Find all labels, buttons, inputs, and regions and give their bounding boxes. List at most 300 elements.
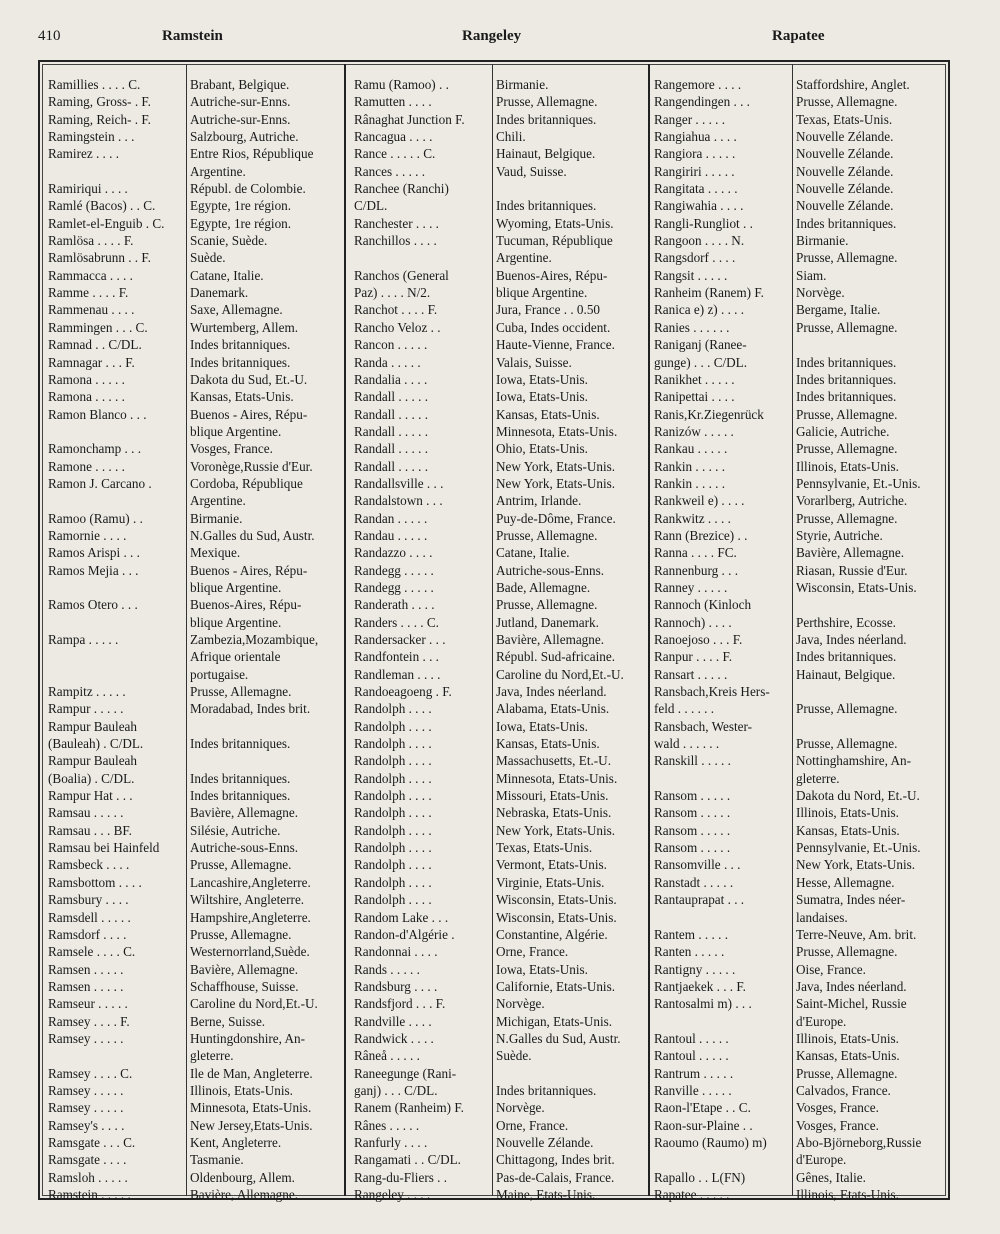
place-name: Ramoo (Ramu) . . bbox=[48, 510, 143, 526]
place-name bbox=[48, 423, 186, 440]
place-name: Rampitz . . . . . bbox=[48, 684, 126, 700]
place-name: Randwick . . . . bbox=[354, 1030, 434, 1046]
location: Terre-Neuve, Am. brit. bbox=[796, 926, 917, 942]
location: New York, Etats-Unis. bbox=[496, 475, 616, 491]
table-row bbox=[654, 93, 946, 110]
location: Buenos - Aires, Répu- bbox=[190, 406, 308, 422]
table-row bbox=[654, 371, 946, 388]
table-row bbox=[654, 284, 946, 301]
place-name: Rantauprapat . . . bbox=[654, 892, 745, 908]
place-name: Randolph . . . . bbox=[354, 840, 432, 856]
place-name: Ranchos (General bbox=[354, 267, 449, 283]
location: Républ. Sud-africaine. bbox=[496, 649, 616, 665]
location: portugaise. bbox=[190, 666, 249, 682]
location: Argentine. bbox=[190, 163, 246, 179]
table-row bbox=[654, 111, 946, 128]
location: Zambezia,Mozambique, bbox=[190, 632, 319, 647]
place-name: Ramsgate . . . . bbox=[48, 1152, 127, 1168]
place-name: Ramon Blanco . . . bbox=[48, 406, 147, 422]
place-name: Ramos Mejia . . . bbox=[48, 562, 139, 578]
location: Indes britanniques. bbox=[496, 111, 597, 127]
place-name: Ranies . . . . . . bbox=[654, 319, 730, 335]
table-row bbox=[354, 93, 644, 110]
location: Prusse, Allemagne. bbox=[796, 736, 898, 752]
place-name: Ramlösa . . . . F. bbox=[48, 233, 134, 249]
place-name: Ramillies . . . . C. bbox=[48, 77, 141, 92]
place-name: Paz) . . . . N/2. bbox=[354, 285, 431, 301]
place-name: Ramsau . . . BF. bbox=[48, 822, 132, 838]
location: Iowa, Etats-Unis. bbox=[496, 718, 588, 734]
table-row bbox=[654, 1117, 946, 1134]
place-name: Ranica e) z) . . . . bbox=[654, 302, 745, 318]
location: Indes britanniques. bbox=[796, 649, 897, 665]
table-row bbox=[354, 1065, 644, 1082]
place-name: Rankweil e) . . . . bbox=[654, 493, 745, 509]
location: Argentine. bbox=[496, 250, 552, 266]
location: Indes britanniques. bbox=[796, 354, 897, 370]
location: Illinois, Etats-Unis. bbox=[796, 1187, 899, 1202]
location: Oise, France. bbox=[796, 961, 866, 977]
location: Birmanie. bbox=[796, 233, 849, 249]
place-name: Ranoejoso . . . F. bbox=[654, 632, 743, 647]
table-row bbox=[654, 336, 946, 353]
table-row bbox=[654, 458, 946, 475]
table-row bbox=[354, 1169, 644, 1186]
table-row bbox=[354, 249, 644, 266]
table-row bbox=[354, 163, 644, 180]
place-name: Randalstown . . . bbox=[354, 493, 443, 509]
place-name: Randonnai . . . . bbox=[354, 944, 438, 960]
location: Ohio, Etats-Unis. bbox=[496, 441, 588, 457]
table-row bbox=[354, 1099, 644, 1116]
table-row bbox=[354, 527, 644, 544]
location: Hampshire,Angleterre. bbox=[190, 909, 311, 925]
place-name: Ranstadt . . . . . bbox=[654, 874, 734, 890]
table-row bbox=[354, 1117, 644, 1134]
place-name: Ramsbeck . . . . bbox=[48, 857, 130, 873]
place-name: Rammingen . . . C. bbox=[48, 319, 148, 335]
location: blique Argentine. bbox=[496, 285, 588, 301]
place-name: Rantigny . . . . . bbox=[654, 961, 736, 977]
table-row bbox=[354, 804, 644, 821]
location: N.Galles du Sud, Austr. bbox=[496, 1030, 621, 1046]
place-name: Ranchot . . . . F. bbox=[354, 302, 438, 318]
table-row bbox=[654, 1065, 946, 1082]
location: landaises. bbox=[796, 909, 848, 925]
place-name: Raneegunge (Rani- bbox=[354, 1065, 457, 1081]
table-row bbox=[654, 1047, 946, 1064]
place-name: Ramstein . . . . . bbox=[48, 1187, 131, 1202]
place-name: Ramingstein . . . bbox=[48, 129, 135, 145]
location: Maine, Etats-Unis. bbox=[496, 1187, 596, 1202]
location: Indes britanniques. bbox=[190, 354, 291, 370]
table-row bbox=[654, 856, 946, 873]
place-name: Ramsau bei Hainfeld bbox=[48, 840, 160, 856]
location: Illinois, Etats-Unis. bbox=[796, 458, 899, 474]
place-name bbox=[48, 163, 186, 180]
location: Staffordshire, Anglet. bbox=[796, 77, 910, 92]
place-name: Randolph . . . . bbox=[354, 857, 432, 873]
place-name: Randan . . . . . bbox=[354, 510, 428, 526]
table-row bbox=[654, 926, 946, 943]
location: Cuba, Indes occident. bbox=[496, 319, 611, 335]
place-name: Rangoon . . . . N. bbox=[654, 233, 745, 249]
location: Valais, Suisse. bbox=[496, 354, 572, 370]
location: Brabant, Belgique. bbox=[190, 77, 290, 92]
place-name: Rampur Hat . . . bbox=[48, 788, 133, 804]
table-row bbox=[354, 562, 644, 579]
location: Michigan, Etats-Unis. bbox=[496, 1013, 613, 1029]
location: Minnesota, Etats-Unis. bbox=[190, 1100, 312, 1116]
location: Hesse, Allemagne. bbox=[796, 874, 895, 890]
location: Californie, Etats-Unis. bbox=[496, 978, 616, 994]
table-row bbox=[354, 232, 644, 249]
place-name: Rankin . . . . . bbox=[654, 458, 726, 474]
location: Bavière, Allemagne. bbox=[796, 545, 905, 561]
place-name: Ranipettai . . . . bbox=[654, 389, 735, 405]
place-name: Randsfjord . . . F. bbox=[354, 996, 446, 1012]
table-row bbox=[654, 891, 946, 908]
place-name: Ramsdell . . . . . bbox=[48, 909, 131, 925]
table-row bbox=[654, 1082, 946, 1099]
place-name: Randolph . . . . bbox=[354, 805, 432, 821]
location: Pennsylvanie, Et.-Unis. bbox=[796, 840, 921, 856]
table-row bbox=[654, 180, 946, 197]
place-name: Ranheim (Ranem) F. bbox=[654, 285, 764, 301]
place-name: Raon-l'Etape . . C. bbox=[654, 1100, 751, 1116]
place-name: Rancho Veloz . . bbox=[354, 319, 441, 335]
location bbox=[186, 752, 348, 769]
location: Kansas, Etats-Unis. bbox=[496, 406, 600, 422]
place-name: Ransom . . . . . bbox=[654, 788, 731, 804]
place-name bbox=[654, 1013, 792, 1030]
table-row bbox=[654, 700, 946, 717]
location: Kansas, Etats-Unis. bbox=[496, 736, 600, 752]
table-row bbox=[654, 874, 946, 891]
location: Ile de Man, Angleterre. bbox=[190, 1065, 313, 1081]
location: blique Argentine. bbox=[190, 579, 282, 595]
location: Vorarlberg, Autriche. bbox=[796, 493, 908, 509]
place-name: Randolph . . . . bbox=[354, 892, 432, 908]
table-row bbox=[354, 284, 644, 301]
place-name: Randleman . . . . bbox=[354, 666, 441, 682]
location: Suède. bbox=[190, 250, 226, 266]
place-name: Ramu (Ramoo) . . bbox=[354, 77, 449, 92]
location: Indes britanniques. bbox=[796, 215, 897, 231]
place-name: Ransart . . . . . bbox=[654, 666, 728, 682]
table-row bbox=[354, 909, 644, 926]
location bbox=[792, 683, 950, 700]
location: Egypte, 1re région. bbox=[190, 215, 292, 231]
location: Républ. de Colombie. bbox=[190, 181, 306, 197]
place-name: Randegg . . . . . bbox=[354, 562, 434, 578]
location: Prusse, Allemagne. bbox=[796, 510, 898, 526]
location: Suède. bbox=[496, 1048, 532, 1064]
place-name: Ramos Otero . . . bbox=[48, 597, 138, 613]
place-name: Rannoch (Kinloch bbox=[654, 597, 752, 613]
location: Birmanie. bbox=[190, 510, 243, 526]
place-name: Rangendingen . . . bbox=[654, 94, 750, 110]
location: Caroline du Nord,Et.-U. bbox=[190, 996, 318, 1012]
place-name: Rannoch) . . . . bbox=[654, 614, 732, 630]
location: Jura, France . . 0.50 bbox=[496, 302, 601, 318]
table-row bbox=[354, 666, 644, 683]
location: Silésie, Autriche. bbox=[190, 822, 281, 838]
location: Tucuman, République bbox=[496, 233, 613, 249]
place-name: Rangiwahia . . . . bbox=[654, 198, 744, 214]
place-name: Ranikhet . . . . . bbox=[654, 371, 735, 387]
place-name: Ramsey . . . . C. bbox=[48, 1065, 133, 1081]
place-name: Rantem . . . . . bbox=[654, 926, 728, 942]
location: Indes britanniques. bbox=[190, 337, 291, 353]
place-name: Randville . . . . bbox=[354, 1013, 432, 1029]
table-row bbox=[654, 770, 946, 787]
table-row bbox=[354, 943, 644, 960]
location: Prusse, Allemagne. bbox=[496, 597, 598, 613]
place-name: Randolph . . . . bbox=[354, 736, 432, 752]
place-name: wald . . . . . . bbox=[654, 736, 720, 752]
location bbox=[492, 180, 648, 197]
place-name: Ranem (Ranheim) F. bbox=[354, 1100, 464, 1116]
location: Mexique. bbox=[190, 545, 241, 561]
table-row bbox=[654, 978, 946, 995]
table-row bbox=[654, 423, 946, 440]
place-name: Ramsey . . . . F. bbox=[48, 1013, 130, 1029]
location: Indes britanniques. bbox=[796, 389, 897, 405]
location: Vosges, France. bbox=[796, 1100, 879, 1116]
location: Illinois, Etats-Unis. bbox=[190, 1082, 293, 1098]
place-name: Randa . . . . . bbox=[354, 354, 421, 370]
place-name: Randallsville . . . bbox=[354, 475, 444, 491]
place-name: Ramornie . . . . bbox=[48, 527, 127, 543]
location: d'Europe. bbox=[796, 1013, 847, 1029]
place-name: Randers . . . . C. bbox=[354, 614, 439, 630]
table-row bbox=[654, 510, 946, 527]
location: Prusse, Allemagne. bbox=[796, 406, 898, 422]
location: gleterre. bbox=[190, 1048, 234, 1064]
guide-word-center: Rangeley bbox=[462, 28, 522, 44]
table-row bbox=[654, 683, 946, 700]
place-name: Ransbach,Kreis Hers- bbox=[654, 684, 770, 700]
place-name: Ramona . . . . . bbox=[48, 371, 125, 387]
place-name: Rampur Bauleah bbox=[48, 718, 137, 734]
location: Nouvelle Zélande. bbox=[796, 181, 894, 197]
place-name: Rampur . . . . . bbox=[48, 701, 124, 717]
location: New York, Etats-Unis. bbox=[496, 458, 616, 474]
location: Pas-de-Calais, France. bbox=[496, 1169, 615, 1185]
location: Dakota du Sud, Et.-U. bbox=[190, 371, 308, 387]
location: Missouri, Etats-Unis. bbox=[496, 788, 609, 804]
place-name: Ranfurly . . . . bbox=[354, 1134, 428, 1150]
location: Vaud, Suisse. bbox=[496, 163, 567, 179]
place-name: Ranger . . . . . bbox=[654, 111, 726, 127]
location: Saxe, Allemagne. bbox=[190, 302, 283, 318]
place-name bbox=[48, 666, 186, 683]
place-name: Randegg . . . . . bbox=[354, 579, 434, 595]
place-name: Ramona . . . . . bbox=[48, 389, 125, 405]
place-name bbox=[48, 648, 186, 665]
table-row bbox=[354, 215, 644, 232]
location: Puy-de-Dôme, France. bbox=[496, 510, 616, 526]
table-row bbox=[654, 492, 946, 509]
place-name: Rankin . . . . . bbox=[654, 475, 726, 491]
place-name: Ramsen . . . . . bbox=[48, 978, 124, 994]
location: Wiltshire, Angleterre. bbox=[190, 892, 305, 908]
location: Buenos - Aires, Répu- bbox=[190, 562, 308, 578]
location: Nouvelle Zélande. bbox=[796, 146, 894, 162]
place-name: Ramon J. Carcano . bbox=[48, 475, 152, 491]
place-name: Ranna . . . . FC. bbox=[654, 545, 737, 561]
table-row bbox=[354, 839, 644, 856]
table-row bbox=[354, 406, 644, 423]
table-row bbox=[354, 336, 644, 353]
table-row bbox=[354, 1030, 644, 1047]
place-name bbox=[48, 579, 186, 596]
place-name: Randall . . . . . bbox=[354, 406, 428, 422]
location: Abo-Björneborg,Russie bbox=[796, 1134, 922, 1150]
location: Egypte, 1re région. bbox=[190, 198, 292, 214]
place-name bbox=[654, 909, 792, 926]
place-name: feld . . . . . . bbox=[654, 701, 715, 717]
location: Jutland, Danemark. bbox=[496, 614, 599, 630]
place-name: Rangiriri . . . . . bbox=[654, 163, 735, 179]
location: Kent, Angleterre. bbox=[190, 1134, 282, 1150]
place-name: Ranville . . . . . bbox=[654, 1082, 732, 1098]
guide-word-left: Ramstein bbox=[162, 28, 223, 44]
table-row bbox=[654, 76, 946, 93]
place-name: Rapallo . . L(FN) bbox=[654, 1169, 746, 1185]
table-row bbox=[654, 839, 946, 856]
table-row bbox=[654, 718, 946, 735]
table-row bbox=[354, 735, 644, 752]
place-name: Randazzo . . . . bbox=[354, 545, 433, 561]
table-row bbox=[354, 458, 644, 475]
table-row bbox=[654, 1186, 946, 1203]
table-row bbox=[354, 1151, 644, 1168]
table-row bbox=[354, 770, 644, 787]
table-row bbox=[654, 822, 946, 839]
location: Berne, Suisse. bbox=[190, 1013, 266, 1029]
location: Autriche-sous-Enns. bbox=[190, 840, 299, 856]
table-row bbox=[354, 718, 644, 735]
location: Nottinghamshire, An- bbox=[796, 753, 912, 769]
location: Constantine, Algérie. bbox=[496, 926, 608, 942]
location: Bade, Allemagne. bbox=[496, 579, 591, 595]
table-row bbox=[354, 995, 644, 1012]
table-row bbox=[654, 354, 946, 371]
location: Kansas, Etats-Unis. bbox=[796, 822, 900, 838]
location: Birmanie. bbox=[496, 77, 549, 92]
location: Indes britanniques. bbox=[496, 198, 597, 214]
location: Prusse, Allemagne. bbox=[190, 684, 292, 700]
place-name: Ramsdorf . . . . bbox=[48, 926, 127, 942]
table-row bbox=[354, 301, 644, 318]
place-name: Rapatee . . . . . bbox=[654, 1187, 730, 1202]
location: Nouvelle Zélande. bbox=[796, 198, 894, 214]
location: Catane, Italie. bbox=[190, 267, 264, 283]
table-row bbox=[654, 804, 946, 821]
table-row bbox=[354, 614, 644, 631]
table-row bbox=[354, 510, 644, 527]
location: Nebraska, Etats-Unis. bbox=[496, 805, 612, 821]
table-row bbox=[654, 145, 946, 162]
place-name: Rangsit . . . . . bbox=[654, 267, 728, 283]
place-name: Ramsbury . . . . bbox=[48, 892, 129, 908]
table-row bbox=[654, 596, 946, 613]
location: Antrim, Irlande. bbox=[496, 493, 582, 509]
place-name bbox=[654, 1151, 792, 1168]
table-row bbox=[654, 614, 946, 631]
location bbox=[492, 1065, 648, 1082]
location: Pennsylvanie, Et.-Unis. bbox=[796, 475, 921, 491]
place-name: C/DL. bbox=[354, 198, 388, 214]
place-name: Rammenau . . . . bbox=[48, 302, 135, 318]
place-name: Raoumo (Raumo) m) bbox=[654, 1134, 767, 1150]
location: N.Galles du Sud, Austr. bbox=[190, 527, 315, 543]
place-name: Randolph . . . . bbox=[354, 788, 432, 804]
place-name: Random Lake . . . bbox=[354, 909, 449, 925]
table-row bbox=[354, 475, 644, 492]
gazetteer-column-3 bbox=[654, 76, 946, 1202]
place-name: Ranney . . . . . bbox=[654, 579, 728, 595]
location: Nouvelle Zélande. bbox=[796, 129, 894, 145]
location: Wisconsin, Etats-Unis. bbox=[796, 579, 917, 595]
location: Prusse, Allemagne. bbox=[796, 944, 898, 960]
location: gleterre. bbox=[796, 770, 840, 786]
location: Wurtemberg, Allem. bbox=[190, 319, 298, 335]
table-row bbox=[654, 995, 946, 1012]
place-name: Rangiora . . . . . bbox=[654, 146, 736, 162]
running-header bbox=[0, 28, 1000, 52]
table-row bbox=[354, 111, 644, 128]
location: Scanie, Suède. bbox=[190, 233, 268, 249]
place-name: Randfontein . . . bbox=[354, 649, 439, 665]
location: Texas, Etats-Unis. bbox=[496, 840, 593, 856]
place-name: Ramos Arispi . . . bbox=[48, 545, 140, 561]
location bbox=[792, 718, 950, 735]
location: Autriche-sur-Enns. bbox=[190, 111, 291, 127]
location: blique Argentine. bbox=[190, 614, 282, 630]
location bbox=[186, 718, 348, 735]
location: Kansas, Etats-Unis. bbox=[190, 389, 294, 405]
table-row bbox=[354, 544, 644, 561]
location: Prusse, Allemagne. bbox=[796, 319, 898, 335]
table-row bbox=[354, 1186, 644, 1203]
place-name: Randerath . . . . bbox=[354, 597, 435, 613]
place-name: Randall . . . . . bbox=[354, 441, 428, 457]
place-name: Rancagua . . . . bbox=[354, 129, 433, 145]
place-name: Ramsey's . . . . bbox=[48, 1117, 125, 1133]
place-name: Rangeley . . . . bbox=[354, 1187, 431, 1202]
table-row bbox=[354, 752, 644, 769]
location: Salzbourg, Autriche. bbox=[190, 129, 299, 145]
location: Prusse, Allemagne. bbox=[796, 94, 898, 110]
location: Bavière, Allemagne. bbox=[190, 961, 299, 977]
location: Nouvelle Zélande. bbox=[496, 1134, 594, 1150]
location: Texas, Etats-Unis. bbox=[796, 111, 893, 127]
table-row bbox=[654, 909, 946, 926]
table-row bbox=[654, 475, 946, 492]
location: Cordoba, République bbox=[190, 475, 303, 491]
location: Perthshire, Ecosse. bbox=[796, 614, 896, 630]
place-name: Raon-sur-Plaine . . bbox=[654, 1117, 753, 1133]
table-row bbox=[354, 319, 644, 336]
location: Indes britanniques. bbox=[190, 788, 291, 804]
table-row bbox=[654, 319, 946, 336]
place-name: gunge) . . . C/DL. bbox=[654, 354, 748, 370]
place-name: Randau . . . . . bbox=[354, 527, 428, 543]
location: Wisconsin, Etats-Unis. bbox=[496, 909, 617, 925]
